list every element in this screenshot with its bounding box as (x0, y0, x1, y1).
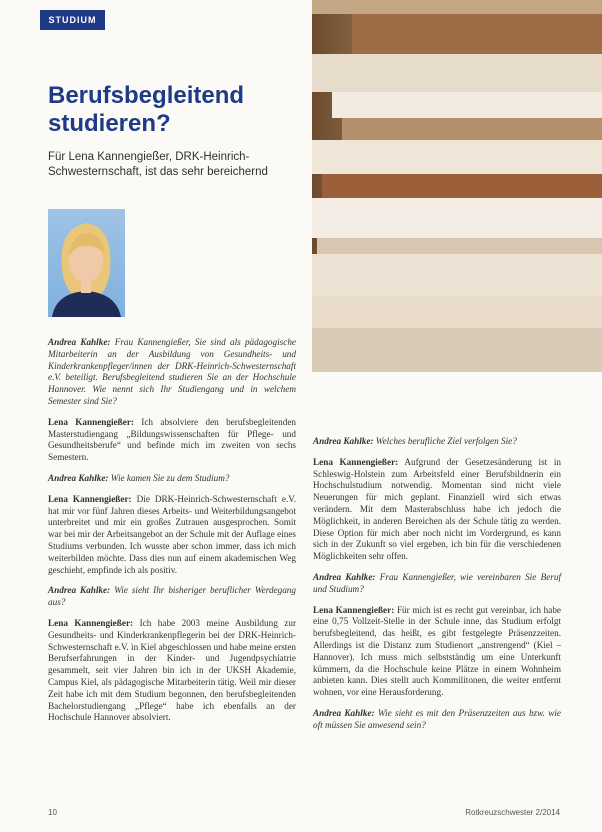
speaker-name: Andrea Kahlke: (48, 472, 109, 483)
interview-left-column (48, 337, 296, 733)
speaker-name: Lena Kannengießer: (313, 456, 399, 467)
interview-text: Aufgrund der Gesetzesänderung ist in Schleswig-Holstein zum Arbeitsfeld einer Berufsbildnerin ein Hochschulstudium notwendig. Momentan sind nicht viele Neuerungen für mich geplant. Finanziell wird sich etwas verändern. Mit dem Masterabschluss habe ich jedoch die Möglichkeit, in anderen Bereichen als der Schule tätig zu werden. Diese Option für mich aber noch nicht im Vordergrund, es kann sich in der Zukunft so viel ergeben, ich bin für die verschiedenen Möglichkeiten sehr offen. (313, 456, 562, 562)
books-photo (312, 0, 602, 372)
interview-text: Wie kamen Sie zu dem Studium? (108, 472, 230, 483)
speaker-name: Lena Kannengießer: (313, 604, 395, 615)
interview-answer (48, 494, 296, 577)
speaker-name: Andrea Kahlke: (313, 571, 376, 582)
publication-name: Rotkreuzschwester 2/2014 (465, 808, 560, 817)
interview-text: Frau Kannengießer, wie vereinbaren Sie Beruf und Studium? (313, 571, 561, 594)
interview-text: Welches berufliche Ziel verfolgen Sie? (373, 436, 517, 446)
interview-question (313, 572, 561, 596)
speaker-name: Andrea Kahlke: (48, 585, 111, 596)
interview-text: Ich absolviere den berufsbegleitenden Masterstudiengang „Bildungswissenschaften für Pflege- und Gesundheitsberufe“ und befinde mich im zweiten von sechs Semestern. (48, 416, 296, 463)
speaker-name: Lena Kannengießer: (48, 493, 132, 504)
interview-answer (48, 417, 296, 464)
article-title: Berufsbegleitend studieren? (48, 82, 245, 137)
interview-answer (48, 618, 296, 724)
page-number: 10 (48, 808, 57, 817)
interview-right-column (313, 436, 561, 741)
speaker-name: Andrea Kahlke: (48, 337, 111, 347)
interview-text: Ich habe 2003 meine Ausbildung zur Gesundheits- und Kinderkrankenpflegerin bei der DRK-Heinrich-Schwesternschaft e.V. in Kiel abgeschlossen und habe meine ersten Berufserfahrungen in der Kinder- und Jugendpsychiatrie gesammelt, seit vier Jahren bin ich in der UKSH Akademie, Campus Kiel, als pädagogische Mitarbeiterin tätig. Weil mir dieser Zeit habe ich mit dem Studium begonnen, den berufsbegleitenden Bachelorstudiengang „Pflege“ habe ich ebenfalls an der Hochschule Hannover absolviert. (48, 617, 296, 723)
interview-text: Wie sieht es mit den Präsenzzeiten aus bzw. wie oft müssen Sie anwesend sein? (313, 707, 561, 730)
interview-question (313, 708, 561, 732)
interview-question (313, 436, 561, 448)
speaker-name: Lena Kannengießer: (48, 617, 134, 628)
interview-answer (313, 605, 561, 699)
speaker-name: Andrea Kahlke: (313, 436, 374, 446)
interview-question (48, 473, 296, 485)
article-subtitle: Für Lena Kannengießer, DRK-Heinrich-Schwesternschaft, ist das sehr bereichernd (48, 151, 268, 178)
interview-text: Die DRK-Heinrich-Schwesternschaft e.V. hat mir vor fünf Jahren dieses Arbeits- und Weiterbildungsangebot unterbreitet und mir ein großes Zutrauen ausgesprochen. Somit war bei mir der Arbeitsangebot an der Schule mit der Auflage eines Studiums verbunden. Ich wusste aber schon immer, dass ich mich weiterbilden möchte. Dass dies nun auf einem akademischen Weg geschieht, empfinde ich als positiv. (48, 493, 296, 575)
section-tag: STUDIUM (40, 10, 105, 30)
interview-text: Frau Kannengießer, Sie sind als pädagogische Mitarbeiterin an der Ausbildung von Gesundheits- und Kinderkrankenpfleger/innen der DRK-Heinrich-Schwesternschaft e.V. beteiligt. Berufsbegleitend studieren Sie an der Hochschule Hannover. Wie nennt sich Ihr Studiengang und in welchem Semester sind Sie? (48, 337, 296, 406)
interview-question (48, 337, 296, 408)
speaker-name: Lena Kannengießer: (48, 416, 134, 427)
portrait-photo (48, 209, 125, 317)
speaker-name: Andrea Kahlke: (313, 707, 375, 718)
interview-question (48, 585, 296, 609)
interview-text: Wie sieht Ihr bisheriger beruflicher Werdegang aus? (48, 585, 296, 608)
interview-answer (313, 457, 561, 563)
interview-text: Für mich ist es recht gut vereinbar, ich habe eine 0,75 Vollzeit-Stelle in der Schule inne, das Studium erfolgt berufsbegleitend, das heißt, es gibt festgelegte Präsenzzeiten. Allerdings ist die Distanz zum Studienort „anstrengend“ (Kiel – Hannover). Ich muss mich selbstständig um eine Unterkunft kümmern, da die Hochschule keine Plätze in einem Wohnheim anbieten kann. Dies stellt auch Kommilitonen, die weiter entfernt wohnen, vor eine Herausforderung. (313, 604, 561, 698)
portrait-icon (48, 209, 125, 317)
